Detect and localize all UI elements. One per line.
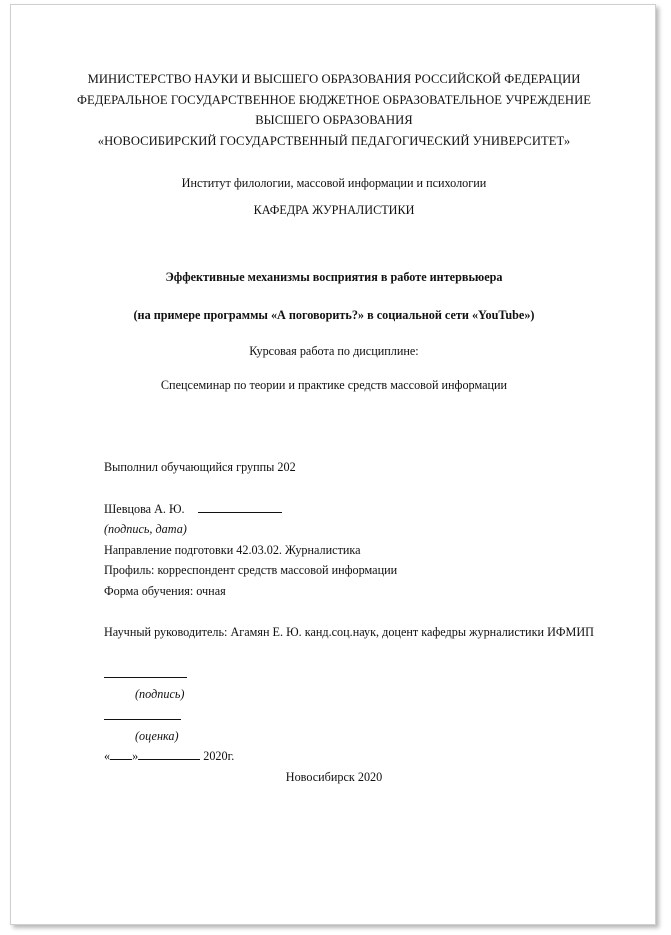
education-level-line: ВЫСШЕГО ОБРАЗОВАНИЯ — [255, 113, 413, 127]
discipline-line: Спецсеминар по теории и практике средств массовой информации — [160, 378, 508, 392]
city-year-line: Новосибирск 2020 — [285, 770, 383, 784]
student-name: Шевцова А. Ю. — [104, 502, 185, 516]
study-form-line: Форма обучения: очная — [104, 584, 226, 598]
student-name-line — [104, 502, 282, 516]
student-sign-hint: (подпись, дата) — [104, 522, 187, 536]
date-day-blank — [110, 749, 132, 760]
work-title: Эффективные механизмы восприятия в работе интервьюера — [165, 270, 503, 284]
ministry-line: МИНИСТЕРСТВО НАУКИ И ВЫСШЕГО ОБРАЗОВАНИЯ РОССИЙСКОЙ ФЕДЕРАЦИИ — [87, 72, 581, 86]
direction-line: Направление подготовки 42.03.02. Журналистика — [104, 543, 361, 557]
grade-line — [104, 709, 181, 723]
work-type-line: Курсовая работа по дисциплине: — [249, 344, 419, 358]
date-line — [104, 749, 234, 763]
date-quote-close: » — [132, 749, 139, 763]
date-quote-open: « — [104, 749, 111, 763]
student-signature-line — [198, 502, 282, 513]
university-name-line: «НОВОСИБИРСКИЙ ГОСУДАРСТВЕННЫЙ ПЕДАГОГИЧЕСКИЙ УНИВЕРСИТЕТ» — [97, 134, 571, 148]
work-subtitle: (на примере программы «А поговорить?» в социальной сети «YouTube») — [133, 308, 535, 322]
date-year: 2020г. — [203, 749, 235, 763]
institution-type-line: ФЕДЕРАЛЬНОЕ ГОСУДАРСТВЕННОЕ БЮДЖЕТНОЕ ОБРАЗОВАТЕЛЬНОЕ УЧРЕЖДЕНИЕ — [77, 93, 591, 107]
supervisor-line: Научный руководитель: Агамян Е. Ю. канд.соц.наук, доцент кафедры журналистики ИФМИП — [104, 625, 594, 639]
profile-line: Профиль: корреспондент средств массовой информации — [104, 563, 398, 577]
institute-line: Институт филологии, массовой информации и психологии — [181, 176, 487, 190]
date-month-blank — [138, 749, 200, 760]
department-line: КАФЕДРА ЖУРНАЛИСТИКИ — [253, 203, 415, 217]
performed-by-line: Выполнил обучающийся группы 202 — [104, 460, 296, 474]
document-page — [10, 4, 656, 925]
supervisor-signature-line — [104, 667, 187, 681]
grade-hint: (оценка) — [135, 729, 179, 743]
signature-hint: (подпись) — [135, 687, 185, 701]
